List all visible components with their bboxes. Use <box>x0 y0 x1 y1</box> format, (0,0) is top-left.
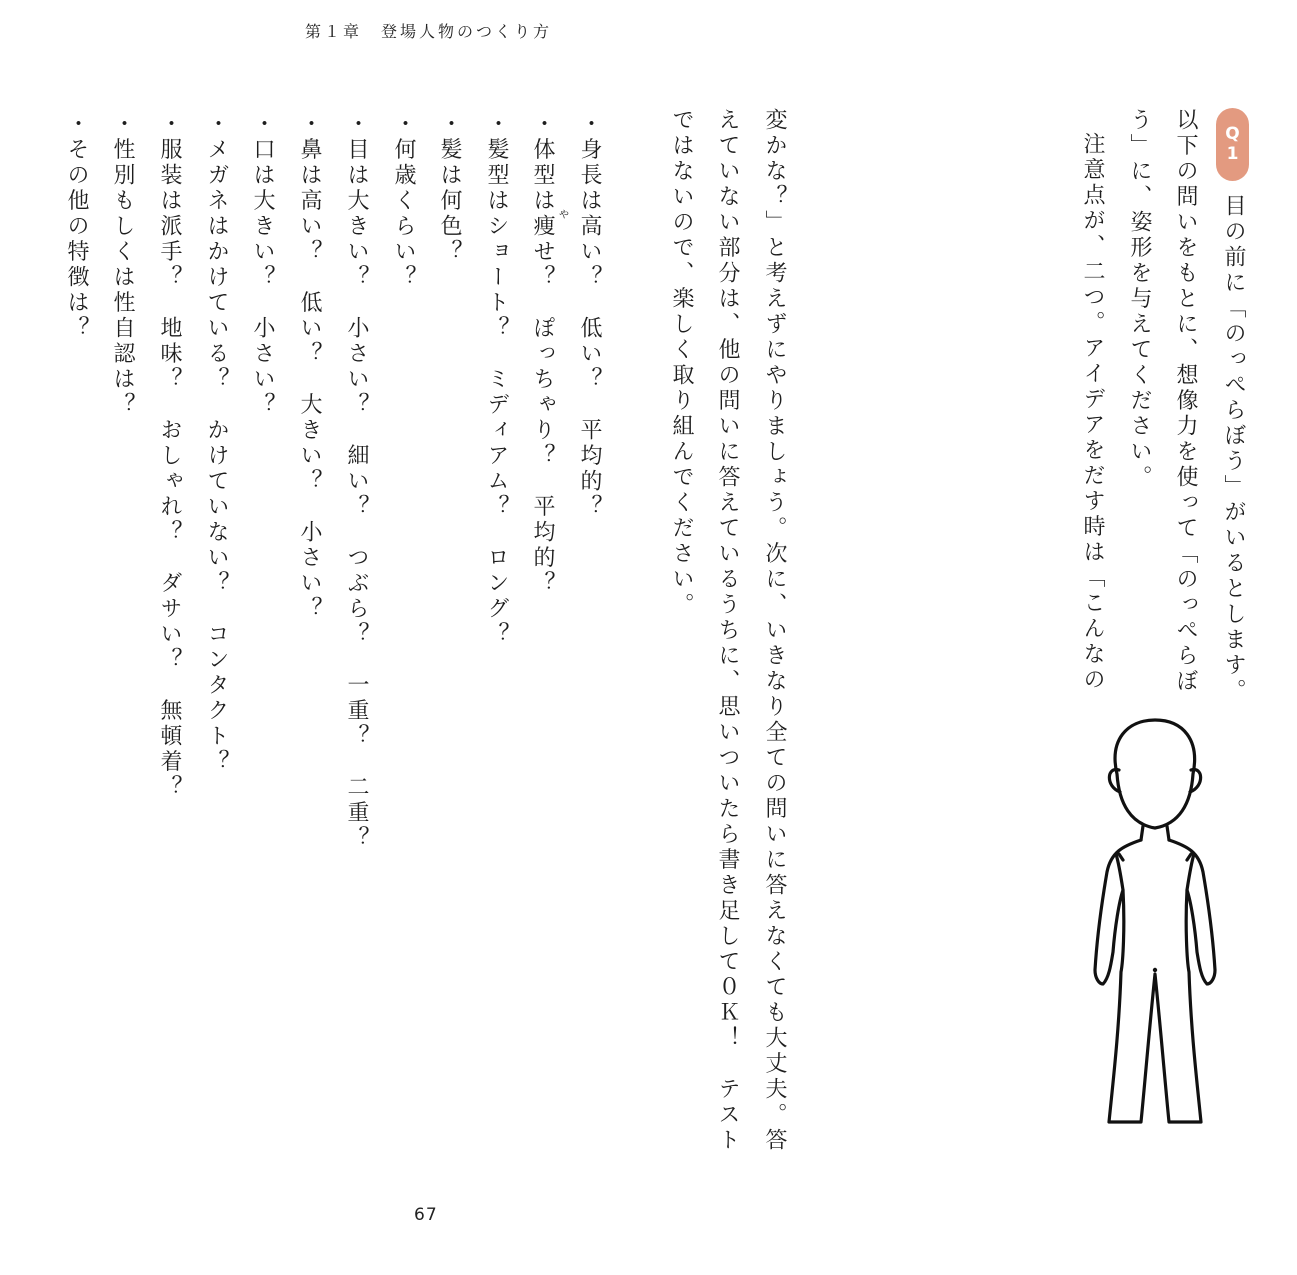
body-line-2: えていない部分は、他の問いに答えているうちに、思いついたら書き足して０Ｋ！ テスト <box>715 108 740 1154</box>
checklist-item-eyes: ・目は大きい？ 小さい？ 細い？ つぶら？ 一重？ 二重？ <box>344 112 369 852</box>
checklist-item-clothing: ・服装は派手？ 地味？ おしゃれ？ ダサい？ 無頓着？ <box>157 112 182 801</box>
question-line-2: 以下の問いをもとに、想像力を使って「のっぺらぼ <box>1173 108 1198 695</box>
checklist-item-glasses: ・メガネはかけている？ かけていない？ コンタクト？ <box>204 112 229 775</box>
checklist-item-other: ・その他の特徴は？ <box>64 112 89 342</box>
question-line-3: う」に、姿形を与えてください。 <box>1127 108 1152 491</box>
page-number: 67 <box>414 1205 438 1225</box>
checklist-item-height: ・身長は高い？ 低い？ 平均的？ <box>577 112 602 520</box>
checklist-item-body-type: ・体型は痩せ？ ぽっちゃり？ 平均的？ <box>530 112 555 597</box>
checklist-item-mouth: ・口は大きい？ 小さい？ <box>250 112 275 418</box>
checklist-item-hair-color: ・髪は何色？ <box>437 112 462 265</box>
question-badge-letter: Q <box>1225 123 1240 144</box>
question-badge-number: 1 <box>1226 143 1239 164</box>
checklist-item-age: ・何歳くらい？ <box>391 112 416 291</box>
furigana-ya: や <box>559 210 569 221</box>
checklist-item-gender: ・性別もしくは性自認は？ <box>110 112 135 418</box>
question-badge <box>1216 108 1249 181</box>
question-line-1: 目の前に「のっぺらぼう」がいるとします。 <box>1221 194 1246 704</box>
body-line-1: 変かな？」と考えずにやりましょう。次に、いきなり全ての問いに答えなくても大丈夫。答 <box>762 108 787 1154</box>
body-line-3: ではないので、楽しく取り組んでください。 <box>669 108 694 618</box>
running-head: 第１章 登場人物のつくり方 <box>305 22 553 41</box>
faceless-figure-illustration <box>1083 712 1233 1132</box>
checklist-item-nose: ・鼻は高い？ 低い？ 大きい？ 小さい？ <box>297 112 322 622</box>
question-line-4: 注意点が、二つ。アイデアをだす時は「こんなの <box>1080 132 1105 693</box>
checklist-item-hairstyle: ・髪型はショート？ ミディアム？ ロング？ <box>484 112 509 648</box>
